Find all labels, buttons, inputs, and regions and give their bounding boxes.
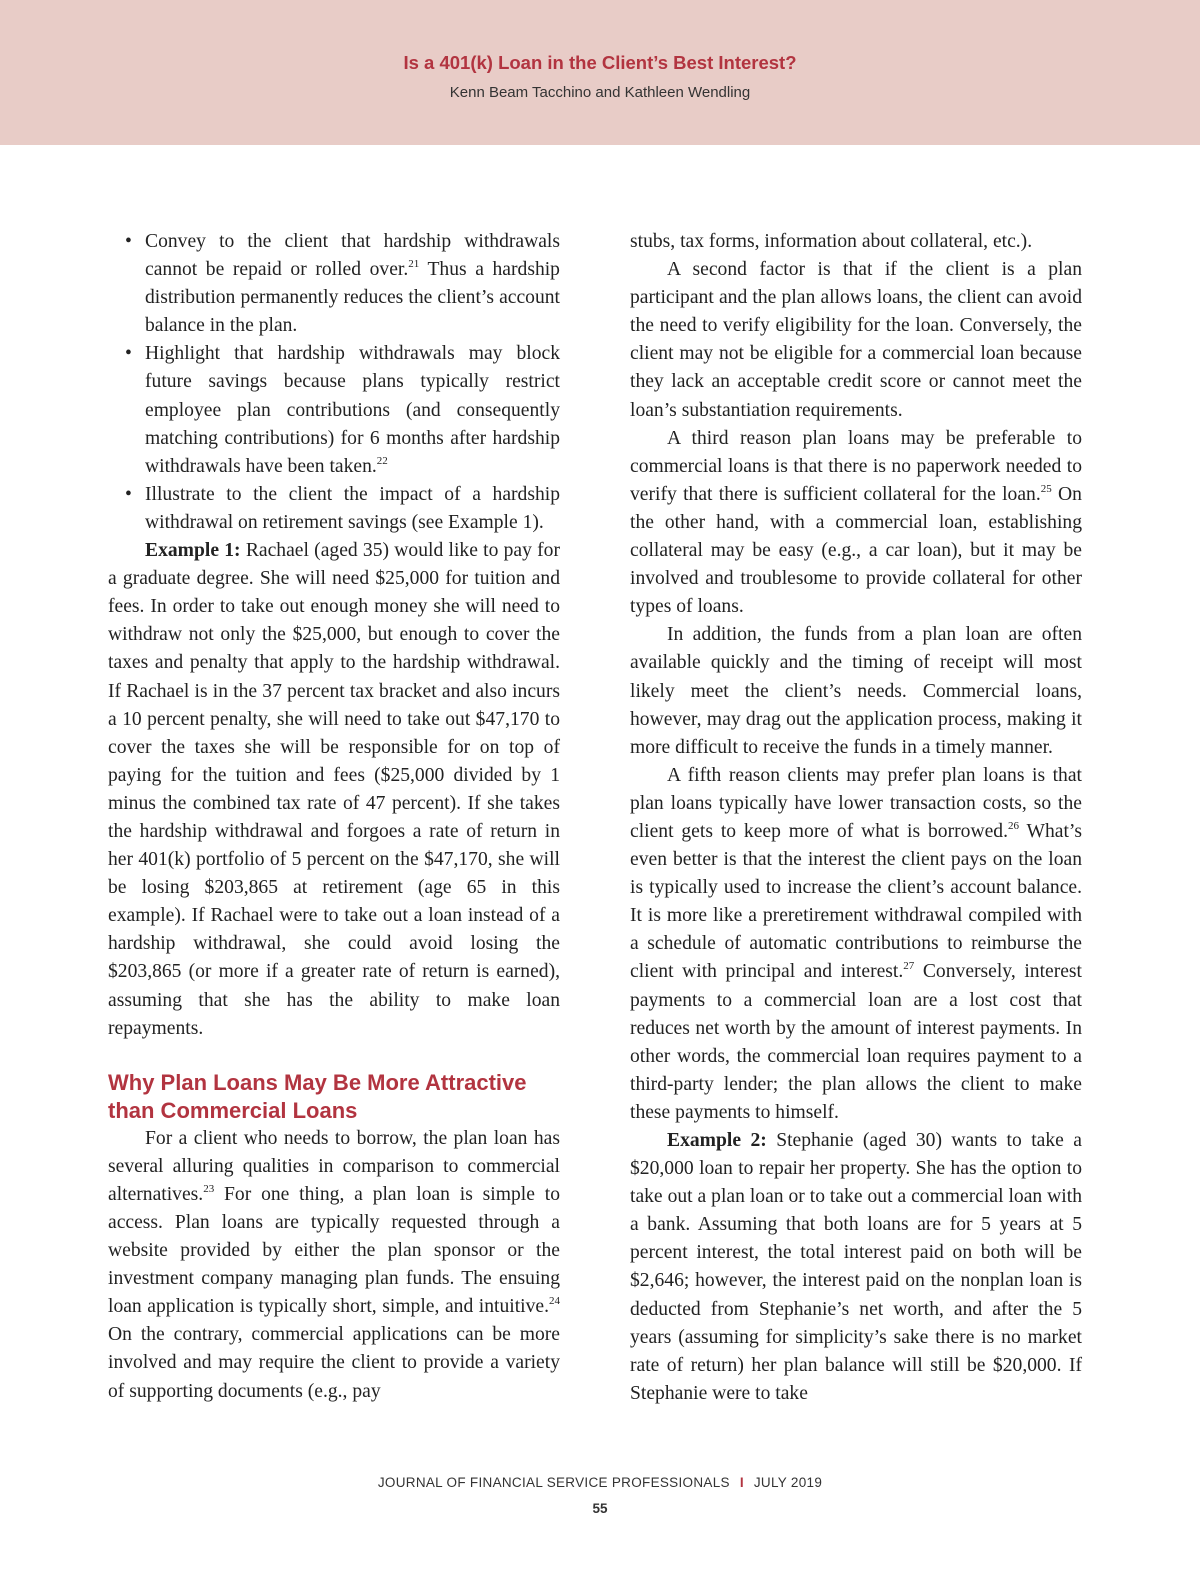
- right-column: [630, 228, 1082, 1408]
- continuation-paragraph: stubs, tax forms, information about collateral, etc.).: [630, 231, 1033, 252]
- body-paragraph: In addition, the funds from a plan loan are often available quickly and the timing of receipt will most likely meet the client’s needs. Commercial loans, however, may drag out the application process, making it more difficult to receive the funds in a timely manner.: [630, 624, 1082, 758]
- example-2-paragraph: Example 2: Stephanie (aged 30) wants to take a $20,000 loan to repair her property. She has the option to take out a plan loan or to take out a commercial loan with a bank. Assuming that both loans are for 5 years at 5 percent interest, the total interest paid on both will be $2,646; however, the interest paid on the nonplan loan is deducted from Stephanie’s net worth, and after the 5 years (assuming for simplicity’s sake there is no market rate of return) her plan balance will still be $20,000. If Stephanie were to take: [630, 1130, 1082, 1404]
- footer-journal-line: [0, 1475, 1200, 1490]
- example-1-paragraph: Example 1: Rachael (aged 35) would like to pay for a graduate degree. She will need $25,000 for tuition and fees. In order to take out enough money she will need to withdraw not only the $25,000, but enough to cover the taxes and penalty that apply to the hardship withdrawal. If Rachael is in the 37 percent tax bracket and also incurs a 10 percent penalty, she will need to take out $47,170 to cover the taxes she will be responsible for on top of paying for the tuition and fees ($25,000 divided by 1 minus the combined tax rate of 47 percent). If she takes the hardship withdrawal and forgoes a rate of return in her 401(k) portfolio of 5 percent on the $47,170, she will be losing $203,865 at retirement (age 65 in this example). If Rachael were to take out a loan instead of a hardship withdrawal, she could avoid losing the $203,865 (or more if a greater rate of return is earned), assuming that she has the ability to make loan repayments.: [108, 540, 560, 1039]
- page-number: 55: [592, 1501, 608, 1516]
- bullet-item: • Illustrate to the client the impact of a hardship withdrawal on retirement savings (see Example 1).: [108, 481, 560, 537]
- bullet-list: [108, 228, 560, 537]
- bullet-item: • Convey to the client that hardship withdrawals cannot be repaid or rolled over.$^{21}$ Thus a hardship distribution permanently reduces the client’s account balance in the plan.: [108, 228, 560, 340]
- example-1-label: Example 1:: [145, 540, 241, 562]
- left-column: [108, 228, 560, 1406]
- footnote-ref: 27: [903, 960, 915, 973]
- footnote-ref: 24: [549, 1295, 560, 1308]
- bullet-item: • Highlight that hardship withdrawals may block future savings because plans typically restrict employee plan contributions (and consequently matching contributions) for 6 months after hardship withdrawals have been taken.$^{22}$: [108, 340, 560, 480]
- header-banner: [0, 0, 1200, 145]
- body-paragraph: A third reason plan loans may be preferable to commercial loans is that there is no paperwork needed to verify that there is sufficient collateral for the loan.$^{25}$ On the other hand, with a commercial loan, establishing collateral may be easy (e.g., a car loan), but it may be involved and troublesome to provide collateral for other types of loans.: [630, 427, 1082, 618]
- article-authors: Kenn Beam Tacchino and Kathleen Wendling: [449, 84, 751, 101]
- footnote-ref: 21: [408, 258, 420, 271]
- footer-separator: I: [739, 1475, 744, 1490]
- body-paragraph: For a client who needs to borrow, the plan loan has several alluring qualities in comparison to commercial alternatives.$^{23}$ For one thing, a plan loan is simple to access. Plan loans are typically requested through a website provided by either the plan sponsor or the investment company managing plan funds. The ensuing loan application is typically short, simple, and intuitive.$^{24}$ On the contrary, commercial applications can be more involved and may require the client to provide a variety of supporting documents (e.g., pay: [108, 1127, 560, 1402]
- body-paragraph: A fifth reason clients may prefer plan loans is that plan loans typically have lower transaction costs, so the client gets to keep more of what is borrowed.$^{26}$ What’s even better is that the interest the client pays on the loan is typically used to increase the client’s account balance. It is more like a preretirement withdrawal compiled with a schedule of automatic contributions to reimburse the client with principal and interest.$^{27}$ Conversely, interest payments to a commercial loan are a lost cost that reduces net worth by the amount of interest payments. In other words, the commercial loan requires payment to a third-party lender; the plan allows the client to make these payments to himself.: [630, 764, 1083, 1123]
- section-heading: Why Plan Loans May Be More Attractive than Commercial Loans: [108, 1069, 527, 1123]
- article-title: Is a 401(k) Loan in the Client’s Best Interest?: [403, 52, 797, 73]
- journal-name: JOURNAL OF FINANCIAL SERVICE PROFESSIONALS: [377, 1475, 730, 1490]
- footnote-ref: 25: [1040, 482, 1052, 495]
- body-paragraph: A second factor is that if the client is a plan participant and the plan allows loans, the client can avoid the need to verify eligibility for the loan. Conversely, the client may not be eligible for a commercial loan because they lack an acceptable credit score or cannot meet the loan’s substantiation requirements.: [630, 259, 1082, 421]
- example-2-label: Example 2:: [667, 1130, 767, 1151]
- footnote-ref: 26: [1007, 819, 1019, 832]
- footnote-ref: 22: [376, 454, 388, 467]
- issue-date: JULY 2019: [753, 1475, 823, 1490]
- footnote-ref: 23: [203, 1182, 215, 1195]
